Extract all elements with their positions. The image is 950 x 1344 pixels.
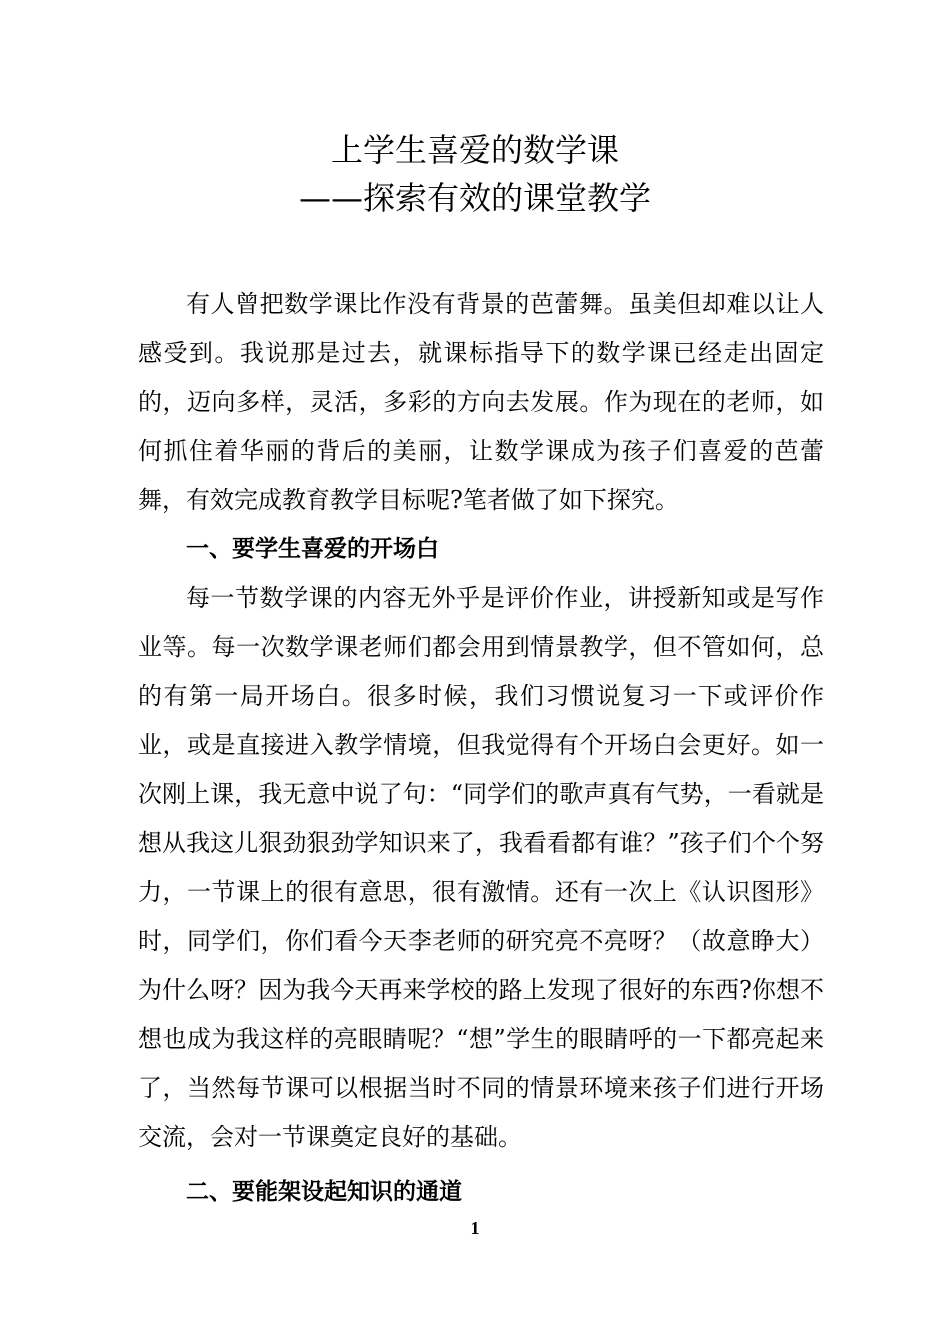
title-block (0, 126, 950, 222)
document-subtitle: ——探索有效的课堂教学 (298, 179, 651, 217)
paragraph-intro: 有人曾把数学课比作没有背景的芭蕾舞。虽美但却难以让人感受到。我说那是过去，就课标指导下的数学课已经走出固定的，迈向多样，灵活，多彩的方向去发展。作为现在的老师，如何抓住着华丽的背后的美丽，让数学课成为孩子们喜爱的芭蕾舞，有效完成教育教学目标呢?笔者做了如下探究。 (138, 290, 824, 514)
paragraph-opening-remarks: 每一节数学课的内容无外乎是评价作业，讲授新知或是写作业等。每一次数学课老师们都会用到情景教学，但不管如何，总的有第一局开场白。很多时候，我们习惯说复习一下或评价作业，或是直接进入教学情境，但我觉得有个开场白会更好。如一次刚上课，我无意中说了句：“同学们的歌声真有气势，一看就是想从我这儿狠劲狠劲学知识来了，我看看都有谁？”孩子们个个努力，一节课上的很有意思，很有激情。还有一次上《认识图形》时，同学们，你们看今天李老师的研究亮不亮呀？（故意睁大）为什么呀？因为我今天再来学校的路上发现了很好的东西?你想不想也成为我这样的亮眼睛呢？“想”学生的眼睛呼的一下都亮起来了，当然每节课可以根据当时不同的情景环境来孩子们进行开场交流，会对一节课奠定良好的基础。 (138, 584, 824, 1151)
section-heading-2: 二、要能架设起知识的通道 (186, 1179, 462, 1205)
document-title: 上学生喜爱的数学课 (330, 131, 619, 169)
document-body (138, 280, 824, 1217)
page-number: 1 (470, 1218, 480, 1238)
section-heading-1: 一、要学生喜爱的开场白 (186, 536, 439, 562)
